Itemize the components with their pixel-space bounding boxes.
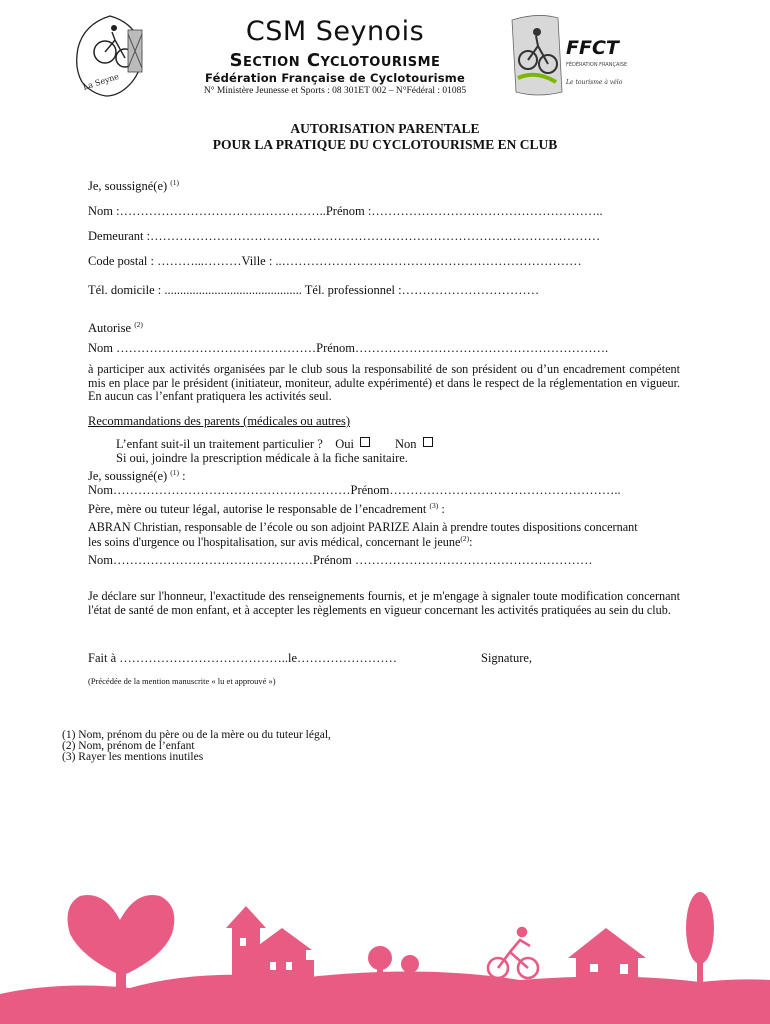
jeune-nom-field[interactable]: Nom…………………………………………Prénom ………………………………………………… bbox=[88, 553, 593, 567]
abran-line2: les soins d'urgence ou l'hospitalisation, sur avis médical, concernant le jeune$^{(2)}$: bbox=[88, 534, 473, 550]
small-house-icon bbox=[568, 928, 646, 986]
house-with-tower-icon bbox=[226, 906, 314, 992]
parent-nom-field[interactable]: Nom…………………………………………………Prénom……………………………………………….. bbox=[88, 483, 621, 497]
svg-text:FÉDÉRATION FRANÇAISE: FÉDÉRATION FRANÇAISE bbox=[566, 62, 628, 68]
abran-line1: ABRAN Christian, responsable de l’école ou son adjoint PARIZE Alain à prendre toutes dispositions concernant bbox=[88, 520, 638, 534]
footnote-3: (3) Rayer les mentions inutiles bbox=[62, 751, 204, 763]
je-soussigne-line: Je, soussigné(e) $^{(1)}$ bbox=[88, 178, 180, 194]
oui-label: Oui bbox=[335, 437, 355, 451]
tree-icon bbox=[686, 892, 714, 982]
fait-a-field[interactable]: Fait à …………………………………..le…………………… bbox=[88, 651, 398, 665]
cyclist-icon bbox=[488, 928, 538, 978]
pere-mere-line: Père, mère ou tuteur légal, autorise le responsable de l’encadrement $^{(3)}$ : bbox=[88, 501, 445, 517]
prescription-line: Si oui, joindre la prescription médicale à la fiche sanitaire. bbox=[116, 451, 408, 465]
activities-paragraph: à participer aux activités organisées par le club sous la responsabilité de son président ou d’un encadrement compétent mis en place par le président (initiateur, moniteur, adulte expérimenté) et dans le respect de la réglementation en vigueur. En aucun cas l’enfant pratiquera les activités seul. bbox=[88, 362, 680, 403]
section-name: Section Cyclotourisme bbox=[229, 50, 441, 71]
club-logo-icon bbox=[70, 12, 150, 100]
svg-text:La Seyne: La Seyne bbox=[81, 71, 121, 92]
oui-checkbox[interactable] bbox=[360, 437, 370, 447]
recommandations-heading: Recommandations des parents (médicales ou autres) bbox=[88, 414, 351, 428]
traitement-question: L’enfant suit-il un traitement particulier ? Oui Non bbox=[116, 437, 433, 452]
precedee-note: (Précédée de la mention manuscrite « lu et approuvé ») bbox=[88, 676, 276, 686]
ffct-logo-icon bbox=[508, 12, 628, 102]
autorise-line: Autorise $^{(2)}$ bbox=[88, 320, 143, 336]
signature-label: Signature, bbox=[481, 651, 533, 665]
doc-title-line2: POUR LA PRATIQUE DU CYCLOTOURISME EN CLUB bbox=[212, 137, 558, 152]
footnote-1: (1) Nom, prénom du père ou de la mère ou du tuteur légal, bbox=[62, 729, 331, 741]
non-label: Non bbox=[395, 437, 417, 451]
declaration-paragraph: Je déclare sur l'honneur, l'exactitude des renseignements fournis, et je m'engage à signaler toute modification concernant l'état de santé de mon enfant, et à accepter les règlements en vigueur concernant les activités pratiquées au sein du club. bbox=[88, 589, 680, 617]
enfant-nom-field[interactable]: Nom …………………………………………Prénom……………………………………………………. bbox=[88, 341, 609, 355]
club-name: CSM Seynois bbox=[245, 16, 425, 47]
federation-name: Fédération Française de Cyclotourisme bbox=[205, 71, 465, 85]
doc-title-line1: AUTORISATION PARENTALE bbox=[290, 121, 480, 136]
demeurant-field[interactable]: Demeurant :……………………………………………………………………………………………… bbox=[88, 229, 601, 243]
footnote-2: (2) Nom, prénom de l’enfant bbox=[62, 740, 195, 752]
svg-text:FFCT: FFCT bbox=[566, 37, 619, 59]
code-postal-field[interactable]: Code postal : ………...………Ville : ..……………………………………………………………… bbox=[88, 254, 582, 268]
svg-text:Le tourisme à vélo: Le tourisme à vélo bbox=[566, 79, 623, 86]
tel-field[interactable]: Tél. domicile : ............................................ Tél. professionnel :…………………………… bbox=[88, 283, 540, 297]
landscape-decoration bbox=[0, 876, 770, 1024]
je-soussigne2-line: Je, soussigné(e) $^{(1)}$ : bbox=[88, 468, 186, 484]
ministry-line: N° Ministère Jeunesse et Sports : 08 301ET 002 – N°Fédéral : 01085 bbox=[203, 86, 467, 96]
nom-prenom-field[interactable]: Nom :…………………………………………..Prénom :……………………………………………….. bbox=[88, 204, 603, 218]
non-checkbox[interactable] bbox=[423, 437, 433, 447]
